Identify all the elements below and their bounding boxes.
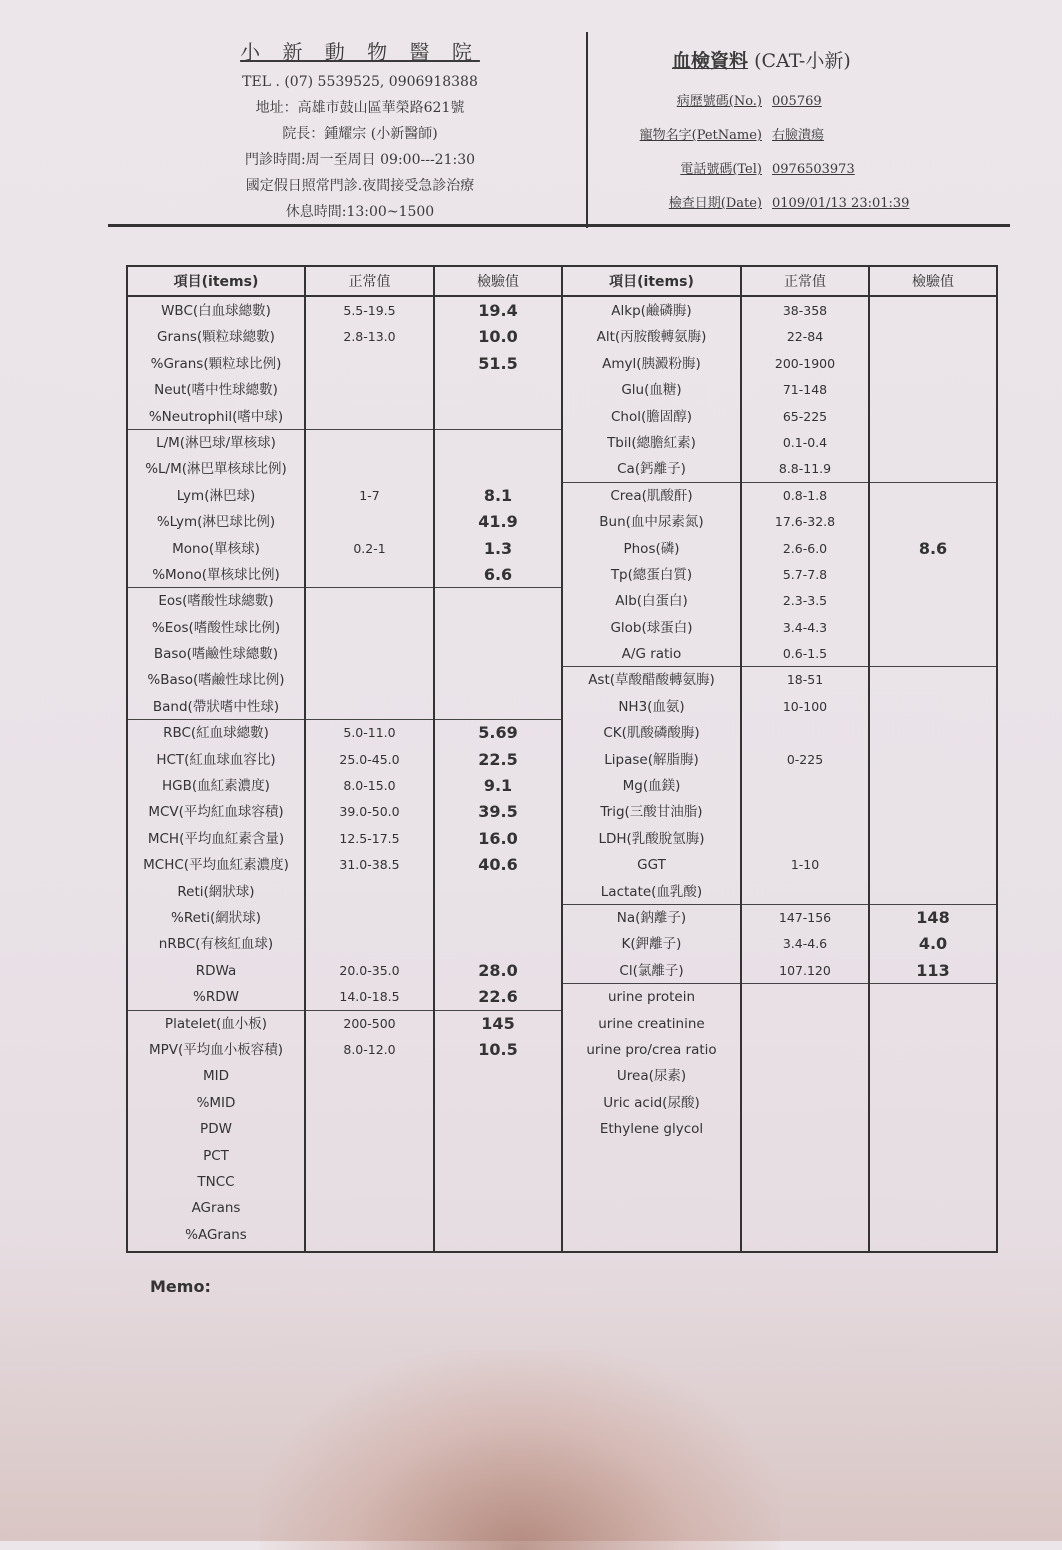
right-item-cell: Ethylene glycol xyxy=(599,1121,704,1138)
right-value-cell xyxy=(870,878,996,904)
right-value-cell xyxy=(870,719,996,745)
left-value-cell: 40.6 xyxy=(478,855,518,875)
left-value-cell xyxy=(435,587,561,613)
left-normal-cell xyxy=(306,508,433,534)
memo-label: Memo: xyxy=(150,1277,211,1296)
field-label: 電話號碼(Tel) xyxy=(680,162,762,177)
left-value-cell xyxy=(435,1142,561,1168)
field-label: 寵物名字(PetName) xyxy=(639,128,762,143)
left-value-cell xyxy=(435,666,561,692)
left-value-cell xyxy=(435,1062,561,1088)
left-value-cell: 51.5 xyxy=(478,353,518,373)
right-item-cell: K(鉀離子) xyxy=(621,936,682,953)
right-item-cell: Tp(總蛋白質) xyxy=(610,566,693,583)
left-normal-cell: 20.0-35.0 xyxy=(339,962,400,978)
left-item-cell: MPV(平均血小板容積) xyxy=(148,1041,284,1058)
left-normal-cell xyxy=(306,350,433,376)
right-item-cell: Alkp(鹼磷脢) xyxy=(611,303,692,319)
left-item-cell: Baso(嗜鹼性球總數) xyxy=(153,646,279,663)
left-item-cell: Lym(淋巴球) xyxy=(176,487,256,504)
left-item-cell: %Neutrophil(嗜中球) xyxy=(148,408,284,425)
right-item-cell: Ca(鈣離子) xyxy=(617,461,686,478)
right-item-cell: Cl(氯離子) xyxy=(619,962,684,979)
left-item-cell: %AGrans xyxy=(185,1226,247,1243)
field-label: 病歷號碼(No.) xyxy=(676,94,762,109)
left-item-cell: Neut(嗜中性球總數) xyxy=(154,382,278,399)
field-date xyxy=(600,187,1000,221)
left-value-cell: 10.0 xyxy=(478,327,518,347)
field-record-no xyxy=(600,85,1000,119)
left-value-cell: 16.0 xyxy=(478,828,518,848)
right-value-cell xyxy=(870,693,996,719)
right-normal-cell: 17.6-32.8 xyxy=(774,514,836,530)
left-value-cell: 5.69 xyxy=(435,719,561,745)
left-value-cell: 6.6 xyxy=(483,564,513,584)
right-item-cell: Trig(三酸甘油脂) xyxy=(600,804,703,821)
field-pet-name xyxy=(600,119,1000,153)
left-normal-cell: 25.0-45.0 xyxy=(339,751,400,767)
right-item-cell: Urea(尿素) xyxy=(616,1068,687,1085)
left-value-cell: 22.6 xyxy=(478,987,518,1007)
header-value-right: 檢驗值 xyxy=(869,266,997,296)
left-value-column xyxy=(435,297,561,1247)
right-value-cell xyxy=(870,1062,996,1088)
left-item-cell: Grans(顆粒球總數) xyxy=(157,329,275,346)
right-value-cell xyxy=(870,350,996,376)
right-normal-cell: 3.4-4.3 xyxy=(782,619,828,635)
left-item-cell: nRBC(有核紅血球) xyxy=(158,936,274,953)
right-value-cell xyxy=(870,851,996,877)
left-item-cell: %Lym(淋巴球比例) xyxy=(156,514,276,531)
clinic-holiday: 國定假日照常門診.夜間接受急診治療 xyxy=(245,178,475,194)
right-normal-cell xyxy=(742,983,868,1009)
left-item-cell: %MID xyxy=(196,1094,236,1111)
header-normal-right: 正常值 xyxy=(741,266,869,296)
left-value-cell: 10.5 xyxy=(478,1039,518,1059)
right-normal-cell xyxy=(742,719,868,745)
left-item-cell: AGrans xyxy=(191,1200,241,1217)
left-value-cell: 145 xyxy=(435,1010,561,1036)
right-normal-cell: 2.3-3.5 xyxy=(782,593,828,609)
right-value-cell xyxy=(870,455,996,481)
left-normal-cell xyxy=(306,1142,433,1168)
right-value-cell xyxy=(870,1036,996,1062)
left-normal-cell xyxy=(306,640,433,666)
left-normal-cell xyxy=(306,376,433,402)
header-rule xyxy=(108,224,1010,227)
left-item-cell: %Mono(單核球比例) xyxy=(152,566,280,583)
right-normal-cell: 147-156 xyxy=(742,904,868,930)
right-items-column xyxy=(563,297,740,1142)
left-item-cell: MCH(平均血紅素含量) xyxy=(147,830,285,847)
left-item-cell: %Baso(嗜鹼性球比例) xyxy=(147,672,285,689)
left-normal-cell xyxy=(306,1062,433,1088)
right-item-cell: LDH(乳酸脫氫脢) xyxy=(598,830,705,847)
table-body-row xyxy=(127,296,997,1252)
left-normal-cell xyxy=(306,455,433,481)
right-normal-cell xyxy=(742,1089,868,1115)
right-value-cell xyxy=(870,1010,996,1036)
left-item-cell: RBC(紅血球總數) xyxy=(128,719,304,745)
left-value-cell xyxy=(435,693,561,719)
right-item-cell: Lipase(解脂脢) xyxy=(604,751,699,768)
right-normal-cell xyxy=(742,1115,868,1141)
right-normal-cell: 71-148 xyxy=(782,382,828,398)
header-items-right: 項目(items) xyxy=(562,266,741,296)
right-item-cell: Na(鈉離子) xyxy=(563,904,740,930)
left-normal-cell xyxy=(306,1221,433,1247)
clinic-address: 地址：高雄市鼓山區華榮路621號 xyxy=(255,100,465,116)
right-value-cell xyxy=(870,297,996,323)
right-value-cell: 113 xyxy=(916,960,950,980)
table-header-row xyxy=(127,266,997,296)
left-item-cell: %Eos(嗜酸性球比例) xyxy=(151,619,281,636)
lab-results-table xyxy=(126,265,998,1253)
left-value-cell xyxy=(435,640,561,666)
report-subtitle: (CAT-小新) xyxy=(754,50,851,72)
left-normal-cell: 8.0-15.0 xyxy=(343,778,396,794)
left-item-cell: Band(帶狀嗜中性球) xyxy=(152,698,280,715)
right-value-cell: 148 xyxy=(870,904,996,930)
right-value-cell xyxy=(870,587,996,613)
right-value-cell xyxy=(870,323,996,349)
right-value-cell xyxy=(870,798,996,824)
right-item-cell: Ast(草酸醋酸轉氨脢) xyxy=(563,666,740,692)
left-value-cell xyxy=(435,614,561,640)
right-item-cell: Phos(磷) xyxy=(623,540,680,557)
left-value-cell xyxy=(435,904,561,930)
left-item-cell: MCV(平均紅血球容積) xyxy=(148,804,284,821)
right-item-cell: Alb(白蛋白) xyxy=(615,593,688,610)
right-value-cell xyxy=(870,376,996,402)
right-value-cell xyxy=(870,1089,996,1115)
right-value-cell xyxy=(870,640,996,666)
right-value-cell xyxy=(870,1115,996,1141)
right-normal-cell: 5.7-7.8 xyxy=(782,566,828,582)
left-value-cell xyxy=(435,455,561,481)
right-normal-cell: 0.8-1.8 xyxy=(742,482,868,508)
left-normal-cell: 14.0-18.5 xyxy=(339,989,400,1005)
right-normal-cell: 1-10 xyxy=(790,857,820,873)
right-item-cell: A/G ratio xyxy=(621,646,682,663)
right-item-cell: Uric acid(尿酸) xyxy=(603,1094,700,1111)
right-value-cell: 4.0 xyxy=(918,934,948,954)
left-item-cell: Eos(嗜酸性球總數) xyxy=(128,587,304,613)
right-value-cell xyxy=(870,403,996,429)
right-normal-cell: 2.6-6.0 xyxy=(782,540,828,556)
left-normal-cell: 0.2-1 xyxy=(353,540,386,556)
right-value-cell xyxy=(870,666,996,692)
left-value-cell: 41.9 xyxy=(478,512,518,532)
right-item-cell: Bun(血中尿素氮) xyxy=(599,514,704,531)
left-item-cell: HCT(紅血球血容比) xyxy=(156,751,276,768)
left-item-cell: %RDW xyxy=(193,989,239,1006)
left-item-cell: RDWa xyxy=(195,962,237,979)
field-value: 0976503973 xyxy=(772,162,855,177)
left-normal-cell: 12.5-17.5 xyxy=(339,830,400,846)
right-value-cell xyxy=(870,983,996,1009)
left-normal-cell: 1-7 xyxy=(359,487,380,503)
right-item-cell: Mg(血鎂) xyxy=(622,778,681,795)
left-value-cell: 19.4 xyxy=(478,301,518,320)
header-value-left: 檢驗值 xyxy=(434,266,562,296)
left-normal-cell xyxy=(306,666,433,692)
header-normal-left: 正常值 xyxy=(305,266,434,296)
left-item-cell: MCHC(平均血紅素濃度) xyxy=(143,857,289,874)
field-value: 0109/01/13 23:01:39 xyxy=(772,196,910,211)
field-label: 檢查日期(Date) xyxy=(668,196,762,211)
clinic-director: 院長：鍾耀宗 (小新醫師) xyxy=(282,126,438,142)
left-value-cell: 39.5 xyxy=(478,802,518,822)
report-title: 血檢資料 xyxy=(672,50,749,72)
left-item-cell: PCT xyxy=(203,1147,229,1164)
right-normal-cell xyxy=(742,878,868,904)
right-item-cell: Tbil(總膽紅素) xyxy=(607,434,696,451)
right-item-cell: Alt(丙胺酸轉氨脢) xyxy=(596,329,707,346)
right-normal-cell xyxy=(742,798,868,824)
left-item-cell: MID xyxy=(202,1068,230,1085)
right-value-column xyxy=(870,297,996,1142)
right-item-cell: Amyl(胰澱粉脢) xyxy=(602,355,701,372)
left-normal-cell xyxy=(306,930,433,956)
right-normal-cell: 65-225 xyxy=(782,408,828,424)
left-normal-cell xyxy=(306,904,433,930)
left-normal-cell xyxy=(306,1089,433,1115)
right-item-cell: NH3(血氨) xyxy=(618,698,685,715)
left-item-cell: %Grans(顆粒球比例) xyxy=(150,355,282,372)
left-item-cell: Mono(單核球) xyxy=(172,540,260,557)
right-normal-cell: 22-84 xyxy=(786,329,824,345)
left-value-cell xyxy=(435,930,561,956)
left-item-cell: Reti(網狀球) xyxy=(177,883,255,900)
left-value-cell: 28.0 xyxy=(478,960,518,980)
left-value-cell xyxy=(435,1221,561,1247)
left-normal-cell xyxy=(306,429,433,455)
left-item-cell: Platelet(血小板) xyxy=(128,1010,304,1036)
left-normal-column xyxy=(306,297,433,1247)
right-value-cell: 8.6 xyxy=(918,538,948,558)
right-normal-cell: 18-51 xyxy=(742,666,868,692)
clinic-tel: TEL . (07) 5539525, 0906918388 xyxy=(242,74,478,90)
right-normal-cell xyxy=(742,1062,868,1088)
right-item-cell: Lactate(血乳酸) xyxy=(600,883,703,900)
left-value-cell: 1.3 xyxy=(483,538,513,558)
left-item-cell: L/M(淋巴球/單核球) xyxy=(128,429,304,455)
right-value-cell xyxy=(870,508,996,534)
clinic-hours: 門診時間:周一至周日 09:00---21:30 xyxy=(244,152,476,168)
right-normal-cell: 3.4-4.6 xyxy=(782,936,828,952)
left-value-cell xyxy=(435,1115,561,1141)
left-item-cell: HGB(血紅素濃度) xyxy=(162,778,270,795)
left-normal-cell xyxy=(306,1194,433,1220)
left-value-cell xyxy=(435,1168,561,1194)
left-normal-cell xyxy=(306,614,433,640)
right-value-cell xyxy=(870,482,996,508)
left-normal-cell: 5.0-11.0 xyxy=(306,719,433,745)
left-item-cell: PDW xyxy=(200,1121,232,1138)
left-normal-cell xyxy=(306,693,433,719)
left-value-cell xyxy=(435,429,561,455)
right-normal-cell xyxy=(742,1010,868,1036)
left-normal-cell: 2.8-13.0 xyxy=(343,329,396,345)
right-value-cell xyxy=(870,772,996,798)
right-normal-cell xyxy=(742,772,868,798)
right-item-cell: Glob(球蛋白) xyxy=(610,619,693,636)
left-value-cell: 22.5 xyxy=(478,749,518,769)
field-tel xyxy=(600,153,1000,187)
right-value-cell xyxy=(870,614,996,640)
clinic-name: 小 新 動 物 醫 院 xyxy=(240,40,480,64)
left-normal-cell xyxy=(306,403,433,429)
field-value: 005769 xyxy=(772,94,822,109)
photo-shadow xyxy=(260,1350,780,1550)
left-value-cell xyxy=(435,403,561,429)
left-normal-cell: 31.0-38.5 xyxy=(339,857,400,873)
report-header xyxy=(600,46,1000,221)
left-items-column xyxy=(128,297,304,1247)
right-normal-cell: 0.1-0.4 xyxy=(782,434,828,450)
header-divider xyxy=(586,32,588,228)
right-normal-column xyxy=(742,297,868,1142)
right-item-cell: CK(肌酸磷酸脢) xyxy=(603,725,700,742)
left-value-cell: 9.1 xyxy=(483,776,513,796)
left-normal-cell xyxy=(306,561,433,587)
right-normal-cell xyxy=(742,825,868,851)
right-normal-cell: 0.6-1.5 xyxy=(782,646,828,662)
right-value-cell xyxy=(870,429,996,455)
left-value-cell xyxy=(435,376,561,402)
left-normal-cell xyxy=(306,878,433,904)
right-value-cell xyxy=(870,746,996,772)
right-normal-cell: 38-358 xyxy=(782,303,828,318)
left-item-cell: TNCC xyxy=(197,1173,235,1190)
right-item-cell: GGT xyxy=(637,857,666,874)
left-normal-cell xyxy=(306,1168,433,1194)
left-item-cell: %L/M(淋巴單核球比例) xyxy=(145,461,287,478)
clinic-header xyxy=(150,36,570,225)
left-value-cell: 8.1 xyxy=(483,485,513,505)
right-normal-cell xyxy=(742,1036,868,1062)
left-item-cell: %Reti(網狀球) xyxy=(171,909,261,926)
right-item-cell: urine creatinine xyxy=(598,1015,705,1032)
header-items-left: 項目(items) xyxy=(127,266,305,296)
report-title-line xyxy=(672,46,1000,73)
right-item-cell: Glu(血糖) xyxy=(621,382,682,399)
left-value-cell xyxy=(435,1194,561,1220)
right-normal-cell: 200-1900 xyxy=(774,355,836,371)
right-normal-cell: 10-100 xyxy=(782,698,828,714)
right-normal-cell: 8.8-11.9 xyxy=(778,461,832,477)
left-normal-cell: 8.0-12.0 xyxy=(343,1041,396,1057)
left-normal-cell: 5.5-19.5 xyxy=(343,303,396,318)
right-item-cell: Chol(膽固醇) xyxy=(610,408,693,425)
right-normal-cell: 0-225 xyxy=(786,751,824,767)
field-value: 右臉潰瘍 xyxy=(772,128,825,143)
left-normal-cell: 200-500 xyxy=(306,1010,433,1036)
left-normal-cell: 39.0-50.0 xyxy=(339,804,400,820)
right-value-cell xyxy=(870,561,996,587)
left-value-cell xyxy=(435,1089,561,1115)
left-value-cell xyxy=(435,878,561,904)
right-normal-cell: 107.120 xyxy=(779,962,831,978)
left-normal-cell xyxy=(306,587,433,613)
right-item-cell: urine protein xyxy=(563,983,740,1009)
left-item-cell: WBC(白血球總數) xyxy=(161,303,271,319)
right-item-cell: urine pro/crea ratio xyxy=(586,1041,717,1058)
right-item-cell: Crea(肌酸酐) xyxy=(563,482,740,508)
right-value-cell xyxy=(870,825,996,851)
left-normal-cell xyxy=(306,1115,433,1141)
clinic-break: 休息時間:13:00~1500 xyxy=(285,204,435,220)
